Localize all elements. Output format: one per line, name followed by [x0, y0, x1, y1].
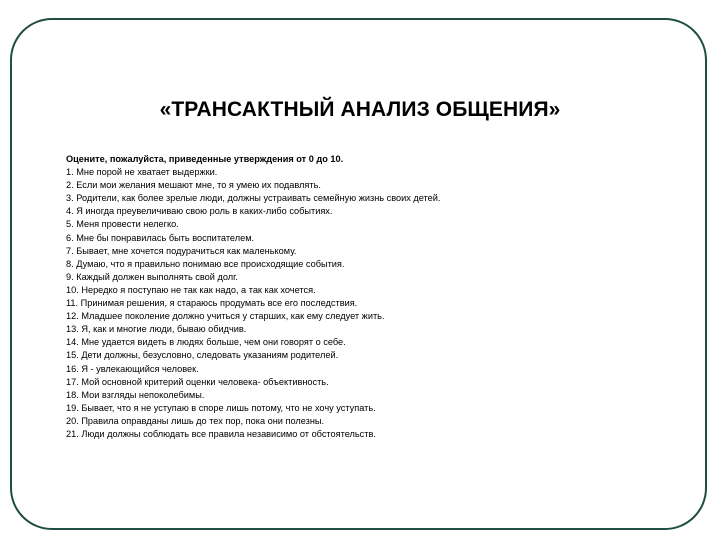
statement-item-9: 9. Каждый должен выполнять свой долг. [66, 271, 238, 282]
statement-item-12: 12. Младшее поколение должно учиться у старших, как ему следует жить. [66, 311, 385, 322]
statement-item-20: 20. Правила оправданы лишь до тех пор, пока они полезны. [66, 415, 325, 426]
statement-item-18: 18. Мои взгляды непоколебимы. [66, 389, 205, 400]
questionnaire-intro: Оцените, пожалуйста, приведенные утверждения от 0 до 10. [66, 154, 344, 164]
statement-list [66, 166, 666, 441]
statement-item-19: 19. Бывает, что я не уступаю в споре лишь потому, что не хочу уступать. [66, 402, 376, 413]
statement-item-8: 8. Думаю, что я правильно понимаю все происходящие события. [66, 258, 345, 269]
statement-item-1: 1. Мне порой не хватает выдержки. [66, 167, 218, 178]
statement-item-11: 11. Принимая решения, я стараюсь продумать все его последствия. [66, 298, 358, 309]
questionnaire-body [66, 153, 666, 441]
statement-item-7: 7. Бывает, мне хочется подурачиться как маленькому. [66, 245, 297, 256]
statement-item-2: 2. Если мои желания мешают мне, то я умею их подавлять. [66, 180, 321, 191]
statement-item-6: 6. Мне бы понравилась быть воспитателем. [66, 232, 255, 243]
statement-item-4: 4. Я иногда преувеличиваю свою роль в каких-либо событиях. [66, 206, 333, 217]
statement-item-13: 13. Я, как и многие люди, бываю обидчив. [66, 324, 247, 335]
statement-item-21: 21. Люди должны соблюдать все правила независимо от обстоятельств. [66, 428, 376, 439]
statement-item-3: 3. Родители, как более зрелые люди, должны устраивать семейную жизнь своих детей. [66, 193, 441, 204]
statement-item-10: 10. Нередко я поступаю не так как надо, а так как хочется. [66, 284, 316, 295]
statement-item-17: 17. Мой основной критерий оценки человека- объективность. [66, 376, 329, 387]
statement-item-5: 5. Меня провести нелегко. [66, 219, 179, 230]
slide-title: «ТРАНСАКТНЫЙ АНАЛИЗ ОБЩЕНИЯ» [159, 98, 561, 121]
statement-item-14: 14. Мне удается видеть в людях больше, чем они говорят о себе. [66, 337, 346, 348]
statement-item-15: 15. Дети должны, безусловно, следовать указаниям родителей. [66, 350, 339, 361]
statement-item-16: 16. Я - увлекающийся человек. [66, 363, 199, 374]
